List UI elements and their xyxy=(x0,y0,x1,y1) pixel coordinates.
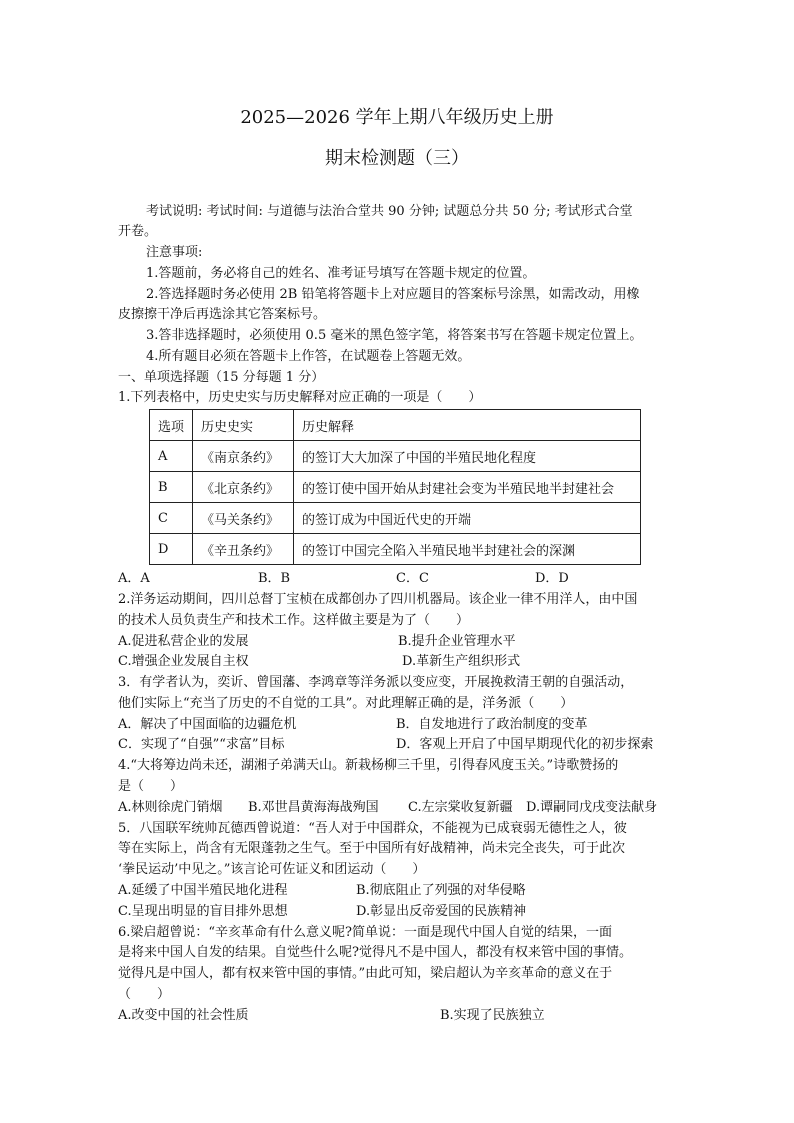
question-2-option-d: D.革新生产组织形式 xyxy=(402,654,521,669)
attention-item: 皮擦擦干净后再选涂其它答案标号。 xyxy=(118,307,327,322)
question-4-option-a: A.林则徐虎门销烟 xyxy=(118,800,223,815)
table-header-row xyxy=(150,410,641,441)
question-5-stem: 等在实际上，尚含有无限蓬勃之生气。至于中国所有好战精神，尚未完全丧失，可于此次 xyxy=(118,841,626,856)
question-4-stem: 4.“大将筹边尚未还，湖湘子弟满天山。新栽杨柳三千里，引得春风度玉关。”诗歌赞扬的 xyxy=(118,758,619,773)
table-row xyxy=(150,534,641,565)
question-5-option-c: C.呈现出明显的盲目排外思想 xyxy=(118,904,288,919)
question-2-option-a: A.促进私营企业的发展 xyxy=(118,634,249,649)
table-cell: 《辛丑条约》 xyxy=(193,534,294,565)
table-row xyxy=(150,441,641,472)
question-6-stem: 觉得凡是中国人，都有权来管中国的事情。”由此可知，梁启超认为辛亥革命的意义在于 xyxy=(118,966,613,981)
table-header-cell: 历史解释 xyxy=(294,410,641,441)
question-4-option-b: B.邓世昌黄海海战殉国 xyxy=(248,800,379,815)
question-1-option-c: C．C xyxy=(396,571,429,586)
table-cell: 《马关条约》 xyxy=(193,503,294,534)
question-2-option-b: B.提升企业管理水平 xyxy=(398,634,516,649)
table-cell: A xyxy=(150,441,193,472)
table-row xyxy=(150,503,641,534)
exam-note-line1: 考试说明: 考试时间: 与道德与法治合堂共 90 分钟; 试题总分共 50 分; 考试形式合堂 xyxy=(146,204,633,219)
table-cell: C xyxy=(150,503,193,534)
question-6-option-a: A.改变中国的社会性质 xyxy=(118,1008,249,1023)
section-heading: 一、单项选择题（15 分每题 1 分） xyxy=(118,370,325,385)
table-cell: 的签订使中国开始从封建社会变为半殖民地半封建社会 xyxy=(294,472,641,503)
table-cell: 《南京条约》 xyxy=(193,441,294,472)
attention-heading: 注意事项: xyxy=(146,245,203,260)
attention-item: 4.所有题目必须在答题卡上作答，在试题卷上答题无效。 xyxy=(146,349,471,364)
attention-item: 1.答题前，务必将自己的姓名、准考证号填写在答题卡规定的位置。 xyxy=(146,266,536,281)
question-3-stem: 3．有学者认为，奕䜣、曾国藩、李鸿章等洋务派以变应变，开展挽救清王朝的自强活动， xyxy=(118,675,634,690)
table-cell: 的签订大大加深了中国的半殖民地化程度 xyxy=(294,441,641,472)
question-6-stem: 6.梁启超曾说：“辛亥革命有什么意义呢?简单说：一面是现代中国人自觉的结果，一面 xyxy=(118,925,613,940)
question-1-option-d: D．D xyxy=(535,571,569,586)
question-3-stem: 他们实际上“充当了历史的不自觉的工具”。对此理解正确的是，洋务派（ ） xyxy=(118,696,574,711)
question-5-stem: 5．八国联军统帅瓦德西曾说道：“吾人对于中国群众，不能视为已成衰弱无德性之人，彼 xyxy=(118,821,627,836)
question-2-stem: 的技术人员负责生产和技术工作。这样做主要是为了（ ） xyxy=(118,613,470,628)
question-5-option-b: B.彻底阻止了列强的对华侵略 xyxy=(356,883,526,898)
table-cell: B xyxy=(150,472,193,503)
exam-subtitle: 期末检测题（三） xyxy=(325,148,469,169)
attention-item: 2.答选择题时务必使用 2B 铅笔将答题卡上对应题目的答案标号涂黑，如需改动，用橡 xyxy=(146,287,640,302)
exam-note-line2: 开卷。 xyxy=(118,224,158,239)
question-6-stem: 是将来中国人自发的结果。自觉些什么呢?觉得凡不是中国人，都没有权来管中国的事情。 xyxy=(118,945,632,960)
attention-item: 3.答非选择题时，必须使用 0.5 毫米的黑色签字笔，将答案书写在答题卡规定位置上。 xyxy=(146,328,643,343)
question-6-option-b: B.实现了民族独立 xyxy=(440,1008,545,1023)
question-5-stem: ‘拳民运动’中见之。”该言论可佐证义和团运动（ ） xyxy=(118,862,426,877)
question-6-stem: （ ） xyxy=(118,987,171,1002)
table-cell: 的签订成为中国近代史的开端 xyxy=(294,503,641,534)
question-2-option-c: C.增强企业发展自主权 xyxy=(118,654,249,669)
question-2-stem: 2.洋务运动期间，四川总督丁宝桢在成都创办了四川机器局。该企业一律不用洋人，由中国 xyxy=(118,592,638,607)
table-cell: 的签订中国完全陷入半殖民地半封建社会的深渊 xyxy=(294,534,641,565)
table-header-cell: 历史史实 xyxy=(193,410,294,441)
question-4-option-d: D.谭嗣同戊戌变法献身 xyxy=(526,800,658,815)
table-row xyxy=(150,472,641,503)
question-4-stem: 是（ ） xyxy=(118,779,184,794)
question-4-option-c: C.左宗棠收复新疆 xyxy=(408,800,513,815)
question-3-option-a: A．解决了中国面临的边疆危机 xyxy=(118,717,297,732)
question-5-option-a: A.延缓了中国半殖民地化进程 xyxy=(118,883,288,898)
question-1-option-b: B．B xyxy=(258,571,291,586)
question-1-stem: 1.下列表格中，历史史实与历史解释对应正确的一项是（ ） xyxy=(118,390,482,405)
table-cell: 《北京条约》 xyxy=(193,472,294,503)
table-cell: D xyxy=(150,534,193,565)
question-1-table xyxy=(149,409,641,565)
exam-title: 2025—2026 学年上期八年级历史上册 xyxy=(240,107,554,128)
question-3-option-d: D．客观上开启了中国早期现代化的初步探索 xyxy=(396,737,654,752)
question-3-option-b: B．自发地进行了政治制度的变革 xyxy=(396,717,588,732)
table-header-cell: 选项 xyxy=(150,410,193,441)
question-3-option-c: C．实现了“自强”“求富”目标 xyxy=(118,737,285,752)
question-5-option-d: D.彰显出反帝爱国的民族精神 xyxy=(356,904,527,919)
question-1-option-a: A．A xyxy=(118,571,150,586)
